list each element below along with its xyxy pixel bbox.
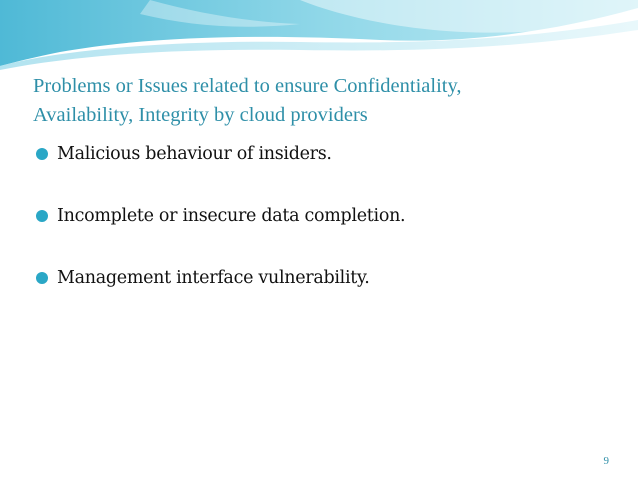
bullet-item	[36, 264, 616, 292]
bullet-item	[36, 140, 616, 168]
bullet-list	[36, 140, 616, 326]
bullet-text: Management interface vulnerability.	[57, 268, 370, 288]
bullet-dot-icon	[36, 148, 48, 160]
bullet-text: Malicious behaviour of insiders.	[57, 144, 332, 164]
bullet-dot-icon	[36, 210, 48, 222]
slide-title	[33, 72, 623, 130]
slide-title-line-1: Problems or Issues related to ensure Confidentiality,	[33, 75, 462, 97]
bullet-dot-icon	[36, 272, 48, 284]
slide-title-line-2: Availability, Integrity by cloud providers	[33, 104, 368, 126]
page-number: 9	[603, 455, 609, 467]
header-wave-decoration	[0, 0, 638, 70]
bullet-text: Incomplete or insecure data completion.	[57, 206, 406, 226]
bullet-item	[36, 202, 616, 230]
